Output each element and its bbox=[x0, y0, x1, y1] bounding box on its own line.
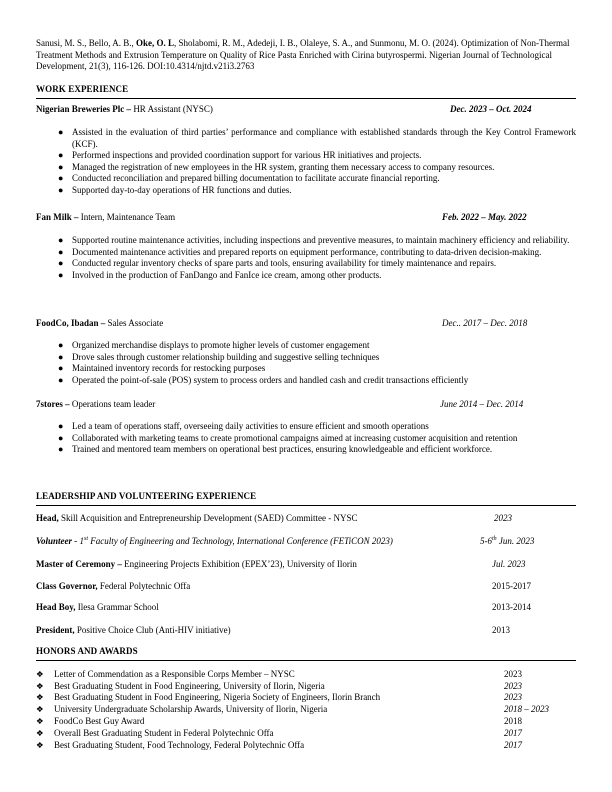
bullet-icon: ● bbox=[58, 363, 64, 374]
job-header bbox=[36, 399, 576, 411]
leadership-heading: LEADERSHIP AND VOLUNTEERING EXPERIENCE bbox=[36, 491, 576, 506]
job-role: HR Assistant (NYSC) bbox=[131, 104, 213, 114]
bullet-icon: ● bbox=[58, 432, 64, 443]
list-item: ● Assisted in the evaluation of third parties’ performance and compliance with established standards through the Key Control Framework (KCF). bbox=[58, 127, 576, 149]
bullet-icon: ● bbox=[58, 150, 64, 161]
job-header bbox=[36, 318, 576, 330]
diamond-bullet-icon: ❖ bbox=[36, 704, 44, 714]
job-org: FoodCo, Ibadan – bbox=[36, 318, 106, 328]
job-date: Feb. 2022 – May. 2022 bbox=[442, 212, 527, 222]
list-item: ❖ Best Graduating Student in Food Engineering, Nigeria Society of Engineers, Ilorin Branch 2023 bbox=[36, 692, 522, 702]
leadership-item: President, Positive Choice Club (Anti-HIV initiative) 2013 bbox=[36, 625, 510, 635]
work-experience-heading: WORK EXPERIENCE bbox=[36, 84, 576, 99]
job-bullets bbox=[36, 340, 576, 386]
list-item: ❖ Letter of Commendation as a Responsible Corps Member – NYSC 2023 bbox=[36, 669, 522, 679]
citation-authors: Sanusi, M. S., Bello, A. B., bbox=[36, 38, 137, 48]
list-item: ● Performed inspections and provided coordination support for various HR initiatives and projects. bbox=[58, 150, 422, 161]
leadership-item: Head, Skill Acquisition and Entrepreneurship Development (SAED) Committee - NYSC 2023 bbox=[36, 513, 512, 523]
list-item: ● Organized merchandise displays to promote higher levels of customer engagement bbox=[58, 340, 370, 350]
bullet-icon: ● bbox=[58, 340, 64, 350]
diamond-bullet-icon: ❖ bbox=[36, 692, 44, 702]
publication-citation bbox=[36, 38, 576, 73]
leadership-year: 2023 bbox=[494, 513, 512, 523]
list-item: ● Supported routine maintenance activities, including inspections and preventive measures, to maintain machinery efficiency and reliability. bbox=[58, 235, 570, 245]
bullet-icon: ● bbox=[58, 421, 64, 431]
job-role: Intern, Maintenance Team bbox=[78, 212, 176, 222]
job-role: Operations team leader bbox=[69, 399, 156, 409]
list-item: ● Conducted regular inventory checks of spare parts and tools, ensuring availability for timely maintenance and repairs. bbox=[58, 258, 497, 269]
leadership-item: Head Boy, Ilesa Grammar School 2013-2014 bbox=[36, 602, 531, 612]
job-bullets bbox=[36, 127, 576, 197]
job-bullets bbox=[36, 235, 576, 281]
bullet-icon: ● bbox=[58, 235, 64, 245]
list-item: ● Conducted reconciliation and prepared billing documentation to facilitate accurate financial reporting. bbox=[58, 173, 440, 184]
list-item: ❖ FoodCo Best Guy Award 2018 bbox=[36, 716, 522, 726]
leadership-year: 5-6th Jun. 2023 bbox=[480, 536, 535, 546]
diamond-bullet-icon: ❖ bbox=[36, 740, 44, 750]
job-org: 7stores – bbox=[36, 399, 70, 409]
leadership-item: Class Governor, Federal Polytechnic Offa 2015-2017 bbox=[36, 581, 531, 591]
list-item: ● Managed the registration of new employees in the HR system, granting them necessary access to company resources. bbox=[58, 161, 495, 172]
leadership-year: 2015-2017 bbox=[492, 581, 531, 591]
list-item: ❖ Best Graduating Student in Food Engineering, University of Ilorin, Nigeria 2023 bbox=[36, 681, 522, 691]
list-item: ● Collaborated with marketing teams to create promotional campaigns aimed at increasing customer acquisition and retention bbox=[58, 432, 518, 443]
bullet-icon: ● bbox=[58, 161, 64, 172]
diamond-bullet-icon: ❖ bbox=[36, 716, 44, 726]
bullet-icon: ● bbox=[58, 127, 64, 137]
job-date: Dec.. 2017 – Dec. 2018 bbox=[442, 318, 528, 328]
bullet-icon: ● bbox=[58, 269, 64, 280]
diamond-bullet-icon: ❖ bbox=[36, 669, 44, 679]
job-header bbox=[36, 104, 576, 116]
bullet-icon: ● bbox=[58, 184, 64, 195]
leadership-year: 2013-2014 bbox=[492, 602, 531, 612]
job-org: Nigerian Breweries Plc – bbox=[36, 104, 132, 114]
leadership-year: 2013 bbox=[492, 625, 510, 635]
job-role: Sales Associate bbox=[105, 318, 164, 328]
list-item: ● Documented maintenance activities and prepared reports on equipment performance, contributing to data-driven decision-making. bbox=[58, 246, 542, 257]
citation-details: , Sholabomi, R. M., Adedeji, I. B., Olaleye, S. A., and Sunmonu, M. O. (2024). Optimization of Non-Thermal Treatment Methods and Extrusion Temperature on Quality of Rice Pasta Enriched with Cirina butyrospermi. Nigerian Journal of Technological Development, 21(3), 116-126. DOI:10.4314/njtd.v21i3.2763 bbox=[36, 38, 570, 72]
leadership-item: Volunteer - 1st Faculty of Engineering and Technology, International Conference (FETiCON 2023) 5-6th Jun. 2023 bbox=[36, 536, 535, 546]
bullet-icon: ● bbox=[58, 258, 64, 269]
bullet-icon: ● bbox=[58, 173, 64, 184]
diamond-bullet-icon: ❖ bbox=[36, 728, 44, 738]
list-item: ● Supported day-to-day operations of HR functions and duties. bbox=[58, 184, 292, 195]
list-item: ● Involved in the production of FanDango and FanIce ice cream, among other products. bbox=[58, 269, 382, 280]
job-date: Dec. 2023 – Oct. 2024 bbox=[450, 104, 532, 114]
leadership-year: Jul. 2023 bbox=[492, 559, 526, 569]
job-org: Fan Milk – bbox=[36, 212, 79, 222]
bullet-icon: ● bbox=[58, 444, 64, 455]
job-header bbox=[36, 212, 576, 224]
honors-heading: HONORS AND AWARDS bbox=[36, 646, 576, 661]
diamond-bullet-icon: ❖ bbox=[36, 681, 44, 691]
list-item: ❖ Overall Best Graduating Student in Federal Polytechnic Offa 2017 bbox=[36, 728, 522, 738]
job-bullets bbox=[36, 421, 576, 456]
list-item: ● Led a team of operations staff, overseeing daily activities to ensure efficient and smooth operations bbox=[58, 421, 429, 431]
list-item: ● Operated the point-of-sale (POS) system to process orders and handled cash and credit transactions efficiently bbox=[58, 374, 469, 385]
bullet-icon: ● bbox=[58, 374, 64, 385]
bullet-icon: ● bbox=[58, 246, 64, 257]
list-item: ❖ Best Graduating Student, Food Technology, Federal Polytechnic Offa 2017 bbox=[36, 740, 522, 750]
list-item: ❖ University Undergraduate Scholarship Awards, University of Ilorin, Nigeria 2018 – 2023 bbox=[36, 704, 549, 714]
list-item: ● Drove sales through customer relationship building and suggestive selling techniques bbox=[58, 351, 380, 362]
list-item: ● Trained and mentored team members on operational best practices, ensuring knowledgeable and efficient workforce. bbox=[58, 444, 493, 455]
leadership-item: Master of Ceremony – Engineering Projects Exhibition (EPEX’23), University of Ilorin Jul. 2023 bbox=[36, 559, 526, 569]
job-date: June 2014 – Dec. 2014 bbox=[440, 399, 524, 409]
bullet-icon: ● bbox=[58, 351, 64, 362]
citation-author-highlight: Oke, O. L bbox=[136, 38, 175, 48]
list-item: ● Maintained inventory records for restocking purposes bbox=[58, 363, 266, 374]
